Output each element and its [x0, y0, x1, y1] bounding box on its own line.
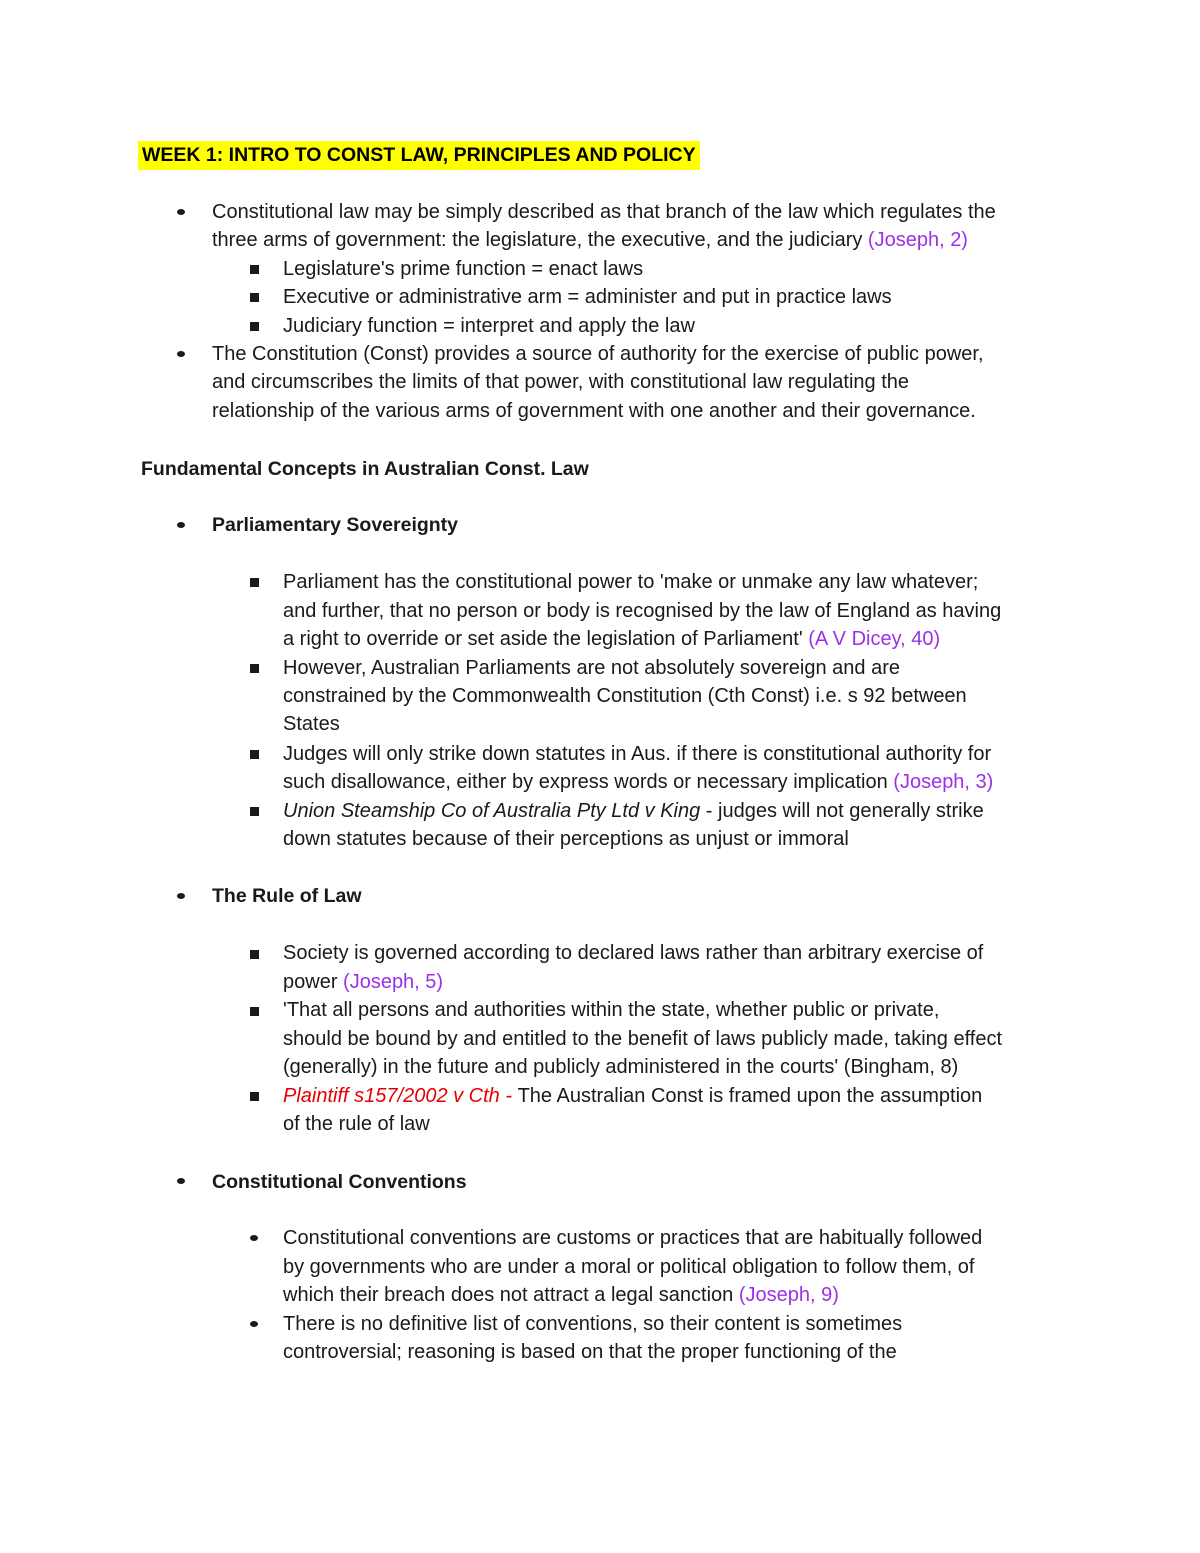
- intro-sub-2: Executive or administrative arm = administer and put in practice laws: [283, 286, 892, 308]
- citation: (Joseph, 9): [738, 1284, 839, 1306]
- conventions-p1-text: which their breach does not attract a legal sanction: [283, 1284, 739, 1306]
- bullet-square: [250, 578, 259, 587]
- sovereignty-p4-text: - judges will not generally strike: [700, 800, 984, 822]
- intro-sub-1: Legislature's prime function = enact laws: [283, 258, 644, 280]
- bullet-dot: [250, 1235, 258, 1241]
- intro-sub-3: Judiciary function = interpret and apply the law: [283, 315, 695, 337]
- sovereignty-p1-text: a right to override or set aside the legislation of Parliament': [283, 628, 809, 650]
- bullet-dot: [177, 351, 185, 357]
- rule-p1-text: power: [283, 971, 344, 993]
- intro-bullet-2-line-1: The Constitution (Const) provides a source of authority for the exercise of public power,: [212, 343, 984, 365]
- sovereignty-p3-text: such disallowance, either by express words or necessary implication: [283, 771, 894, 793]
- sovereignty-p2-line-1: However, Australian Parliaments are not absolutely sovereign and are: [283, 657, 901, 679]
- rule-p2-line-2: should be bound by and entitled to the benefit of laws publicly made, taking effect: [283, 1028, 1003, 1050]
- bullet-square: [250, 322, 259, 331]
- rule-p1-line-2: [283, 968, 443, 996]
- case-name: Union Steamship Co of Australia Pty Ltd v King: [283, 800, 701, 822]
- citation: (Joseph, 3): [893, 771, 994, 793]
- bullet-dot: [177, 522, 185, 528]
- bullet-dot: [177, 209, 185, 215]
- conventions-p1-line-1: Constitutional conventions are customs or practices that are habitually followed: [283, 1227, 983, 1249]
- page-title: WEEK 1: INTRO TO CONST LAW, PRINCIPLES AND POLICY: [138, 141, 700, 170]
- conventions-heading: Constitutional Conventions: [212, 1171, 467, 1193]
- bullet-dot: [177, 893, 185, 899]
- rule-p1-line-1: Society is governed according to declared laws rather than arbitrary exercise of: [283, 942, 984, 964]
- sovereignty-p4-line-2: down statutes because of their perceptions as unjust or immoral: [283, 828, 849, 850]
- sovereignty-p1-line-1: Parliament has the constitutional power to 'make or unmake any law whatever;: [283, 571, 979, 593]
- intro-bullet-1-text: three arms of government: the legislature, the executive, and the judiciary: [212, 229, 868, 251]
- bullet-square: [250, 1092, 259, 1101]
- bullet-square: [250, 1007, 259, 1016]
- sovereignty-heading: Parliamentary Sovereignty: [212, 514, 459, 536]
- bullet-square: [250, 664, 259, 673]
- case-name: Plaintiff s157/2002 v Cth -: [283, 1085, 518, 1107]
- bullet-square: [250, 807, 259, 816]
- rule-p3-line-1: [283, 1082, 982, 1110]
- intro-bullet-2-line-2: and circumscribes the limits of that power, with constitutional law regulating the: [212, 371, 910, 393]
- citation: (Joseph, 5): [343, 971, 444, 993]
- sovereignty-p1-line-3: [283, 625, 940, 653]
- intro-bullet-1-line-1: Constitutional law may be simply described as that branch of the law which regulates the: [212, 201, 996, 223]
- bullet-square: [250, 750, 259, 759]
- conventions-p1-line-2: by governments who are under a moral or political obligation to follow them, of: [283, 1256, 975, 1278]
- sovereignty-p4-line-1: [283, 797, 984, 825]
- bullet-square: [250, 950, 259, 959]
- citation: (A V Dicey, 40): [808, 628, 941, 650]
- bullet-dot: [177, 1178, 185, 1184]
- sovereignty-p2-line-2: constrained by the Commonwealth Constitution (Cth Const) i.e. s 92 between: [283, 685, 967, 707]
- rule-p2-line-1: 'That all persons and authorities within the state, whether public or private,: [283, 999, 940, 1021]
- bullet-square: [250, 293, 259, 302]
- conventions-p2-line-2: controversial; reasoning is based on that the proper functioning of the: [283, 1341, 897, 1363]
- intro-bullet-1-line-2: [212, 226, 968, 254]
- rule-p3-text: The Australian Const is framed upon the assumption: [517, 1085, 983, 1107]
- conventions-p1-line-3: [283, 1281, 839, 1309]
- rule-p3-line-2: of the rule of law: [283, 1113, 430, 1135]
- bullet-dot: [250, 1321, 258, 1327]
- sovereignty-p3-line-2: [283, 768, 993, 796]
- conventions-p2-line-1: There is no definitive list of conventions, so their content is sometimes: [283, 1313, 903, 1335]
- bullet-square: [250, 265, 259, 274]
- citation: (Joseph, 2): [867, 229, 968, 251]
- rule-p2-line-3: (generally) in the future and publicly administered in the courts' (Bingham, 8): [283, 1056, 959, 1078]
- sovereignty-p1-line-2: and further, that no person or body is recognised by the law of England as having: [283, 600, 1002, 622]
- sovereignty-p3-line-1: Judges will only strike down statutes in Aus. if there is constitutional authority for: [283, 743, 992, 765]
- section-heading: Fundamental Concepts in Australian Const. Law: [141, 458, 589, 480]
- sovereignty-p2-line-3: States: [283, 713, 340, 735]
- intro-bullet-2-line-3: relationship of the various arms of government with one another and their governance.: [212, 400, 976, 422]
- rule-of-law-heading: The Rule of Law: [212, 885, 362, 907]
